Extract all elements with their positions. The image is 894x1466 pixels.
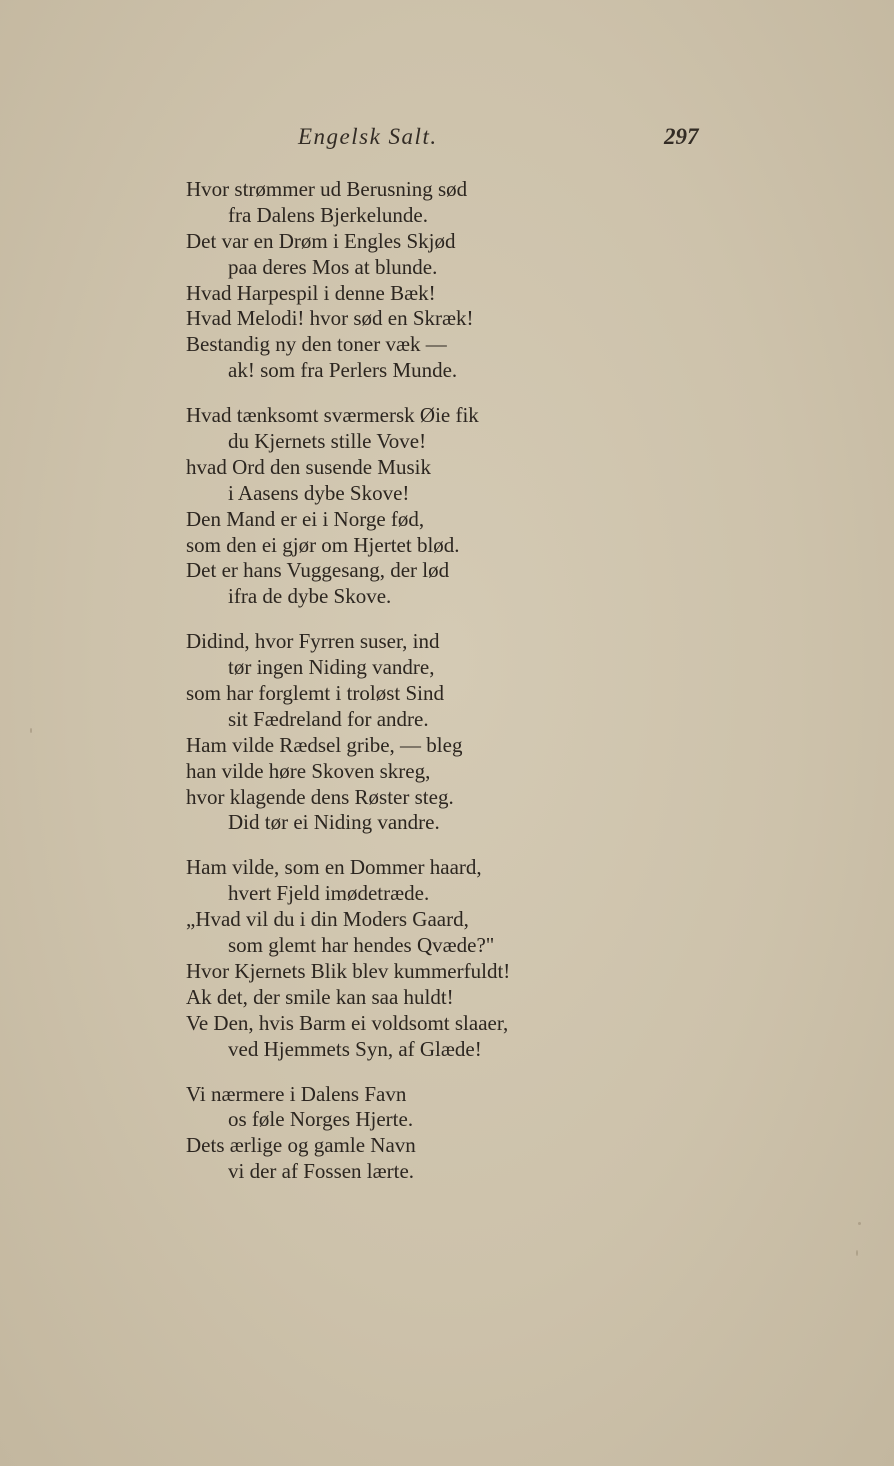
- poem-line: Hvor strømmer ud Berusning sød: [186, 177, 468, 201]
- stanza-2: [186, 403, 786, 610]
- stanza-4: [186, 855, 786, 1062]
- stanza-5: [186, 1082, 786, 1186]
- poem-line: som glemt har hendes Qvæde?": [228, 933, 495, 958]
- paper-speck: [856, 1250, 858, 1256]
- poem-line: vi der af Fossen lærte.: [228, 1159, 415, 1184]
- poem-line: os føle Norges Hjerte.: [228, 1107, 414, 1132]
- poem-line: hvad Ord den susende Musik: [186, 454, 431, 479]
- poem-line: hvert Fjeld imødetræde.: [228, 881, 430, 906]
- poem-line: Vi nærmere i Dalens Favn: [186, 1081, 407, 1106]
- poem-line: paa deres Mos at blunde.: [228, 254, 438, 279]
- poem-line: Didind, hvor Fyrren suser, ind: [186, 629, 440, 654]
- poem-line: sit Fædreland for andre.: [228, 706, 429, 731]
- poem-line: Det var en Drøm i Engles Skjød: [186, 228, 456, 253]
- poem-line: ifra de dybe Skove.: [228, 584, 392, 609]
- poem-line: Ak det, der smile kan saa huldt!: [186, 984, 454, 1009]
- poem-line: Hvad Harpespil i denne Bæk!: [186, 280, 436, 305]
- poem-line: Den Mand er ei i Norge fød,: [186, 506, 425, 531]
- poem-line: som den ei gjør om Hjertet blød.: [186, 532, 460, 557]
- poem-line: Det er hans Vuggesang, der lød: [186, 558, 450, 583]
- poem: [186, 177, 786, 1204]
- poem-line: han vilde høre Skoven skreg,: [186, 758, 431, 783]
- poem-line: i Aasens dybe Skove!: [228, 480, 410, 505]
- poem-line: ved Hjemmets Syn, af Glæde!: [228, 1036, 482, 1061]
- poem-line: Ham vilde Rædsel gribe, — bleg: [186, 732, 463, 757]
- poem-line: ak! som fra Perlers Munde.: [228, 358, 458, 383]
- poem-line: Hvad Melodi! hvor sød en Skræk!: [186, 306, 474, 331]
- stanza-3: [186, 629, 786, 836]
- stanza-1: [186, 177, 786, 384]
- poem-line: „Hvad vil du i din Moders Gaard,: [186, 907, 469, 932]
- poem-line: som har forglemt i troløst Sind: [186, 681, 445, 706]
- page-header: [0, 124, 894, 156]
- poem-line: Hvor Kjernets Blik blev kummerfuldt!: [186, 958, 511, 983]
- paper-speck: [858, 1222, 861, 1225]
- poem-line: Ham vilde, som en Dommer haard,: [186, 855, 482, 880]
- poem-line: tør ingen Niding vandre,: [228, 655, 435, 680]
- poem-line: du Kjernets stille Vove!: [228, 429, 427, 454]
- poem-line: Bestandig ny den toner væk —: [186, 332, 447, 357]
- paper-speck: [30, 728, 32, 733]
- poem-line: Hvad tænksomt sværmersk Øie fik: [186, 403, 479, 428]
- poem-line: fra Dalens Bjerkelunde.: [228, 202, 429, 227]
- running-title: Engelsk Salt.: [298, 124, 438, 149]
- poem-line: Ve Den, hvis Barm ei voldsomt slaaer,: [186, 1010, 509, 1035]
- poem-line: Dets ærlige og gamle Navn: [186, 1133, 416, 1158]
- poem-line: hvor klagende dens Røster steg.: [186, 784, 454, 809]
- poem-line: Did tør ei Niding vandre.: [228, 810, 440, 835]
- page-number: 297: [664, 124, 699, 149]
